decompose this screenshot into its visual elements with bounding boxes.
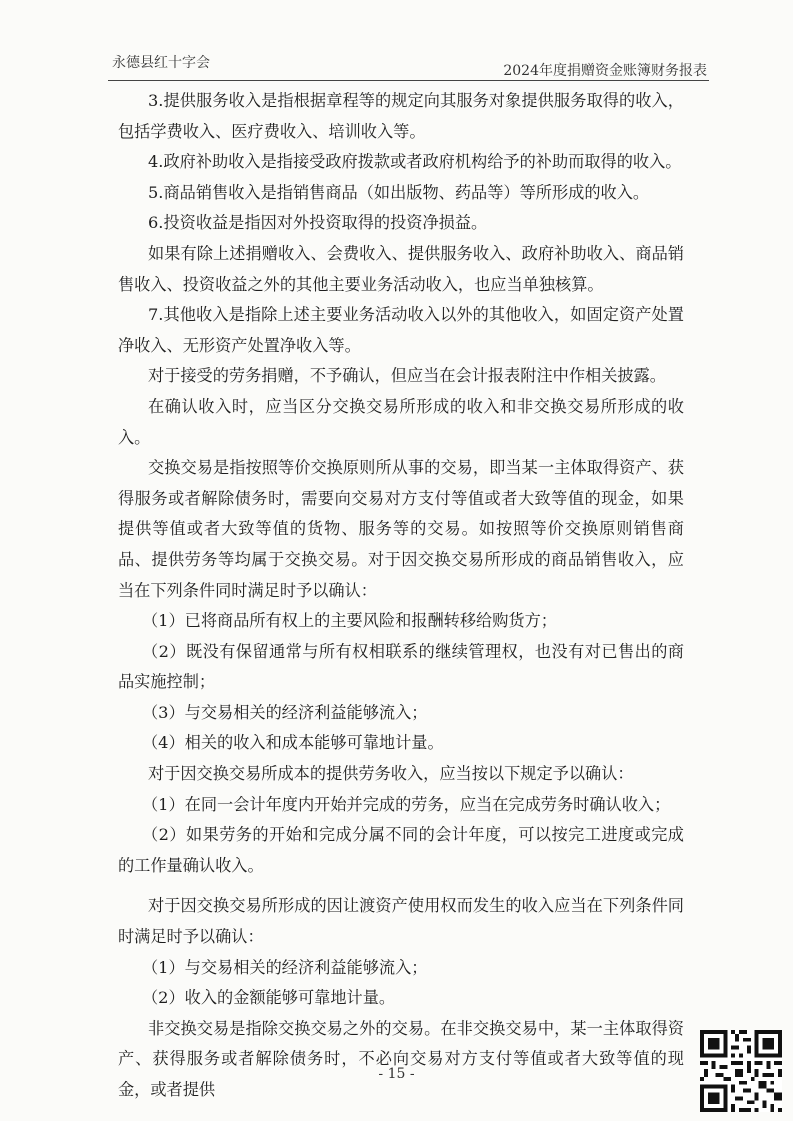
header-divider xyxy=(108,80,709,81)
page-number: - 15 - xyxy=(378,1066,415,1082)
list-item: （3）与交易相关的经济利益能够流入； xyxy=(142,702,428,722)
paragraph: 6.投资收益是指因对外投资取得的投资净损益。 xyxy=(148,213,488,233)
list-item: （1）在同一会计年度内开始并完成的劳务，应当在完成劳务时确认收入； xyxy=(142,794,671,814)
paragraph: 4.政府补助收入是指接受政府拨款或者政府机构给予的补助而取得的收入。 xyxy=(148,152,682,172)
paragraph: 7.其他收入是指除上述主要业务活动收入以外的其他收入，如固定资产处置净收入、无形资产处置净收入等。 xyxy=(118,305,684,355)
list-item: （2）如果劳务的开始和完成分属不同的会计年度，可以按完工进度或完成的工作量确认收入。 xyxy=(118,825,684,875)
paragraph: 对于接受的劳务捐赠，不予确认，但应当在会计报表附注中作相关披露。 xyxy=(148,366,666,386)
paragraph: 交换交易是指按照等价交换原则所从事的交易，即当某一主体取得资产、获得服务或者解除债务时，需要向交易对方支付等值或者大致等值的现金，如果提供等值或者大致等值的货物、服务等的交易。如按照等价交换原则销售商品、提供劳务等均属于交换交易。对于因交换交易所形成的商品销售收入，应当在下列条件同时满足时予以确认： xyxy=(118,458,684,600)
paragraph: 非交换交易是指除交换交易之外的交易。在非交换交易中，某一主体取得资产、获得服务或者解除债务时，不必向交易对方支付等值或者大致等值的现金，或者提供 xyxy=(118,1018,684,1099)
qr-code-icon xyxy=(700,1030,782,1112)
list-item: （2）既没有保留通常与所有权相联系的继续管理权，也没有对已售出的商品实施控制； xyxy=(118,641,684,692)
paragraph: 如果有除上述捐赠收入、会费收入、提供服务收入、政府补助收入、商品销售收入、投资收益之外的其他主要业务活动收入，也应当单独核算。 xyxy=(118,243,684,294)
paragraph: 对于因交换交易所形成的因让渡资产使用权而发生的收入应当在下列条件同时满足时予以确认： xyxy=(118,896,684,947)
document-body xyxy=(118,86,684,1106)
header-report-title: 2024年度捐赠资金账簿财务报表 xyxy=(503,63,707,79)
paragraph: 5.商品销售收入是指销售商品（如出版物、药品等）等所形成的收入。 xyxy=(148,182,650,202)
list-item: （4）相关的收入和成本能够可靠地计量。 xyxy=(142,733,444,753)
paragraph: 3.提供服务收入是指根据章程等的规定向其服务对象提供服务取得的收入，包括学费收入、医疗费收入、培训收入等。 xyxy=(118,91,684,141)
list-item: （1）与交易相关的经济利益能够流入； xyxy=(142,957,428,977)
header-organization: 永德县红十字会 xyxy=(112,55,210,71)
list-item: （1）已将商品所有权上的主要风险和报酬转移给购货方； xyxy=(142,611,557,631)
paragraph: 在确认收入时，应当区分交换交易所形成的收入和非交换交易所形成的收入。 xyxy=(118,396,684,447)
list-item: （2）收入的金额能够可靠地计量。 xyxy=(142,988,396,1008)
paragraph: 对于因交换交易所成本的提供劳务收入，应当按以下规定予以确认： xyxy=(148,764,634,784)
